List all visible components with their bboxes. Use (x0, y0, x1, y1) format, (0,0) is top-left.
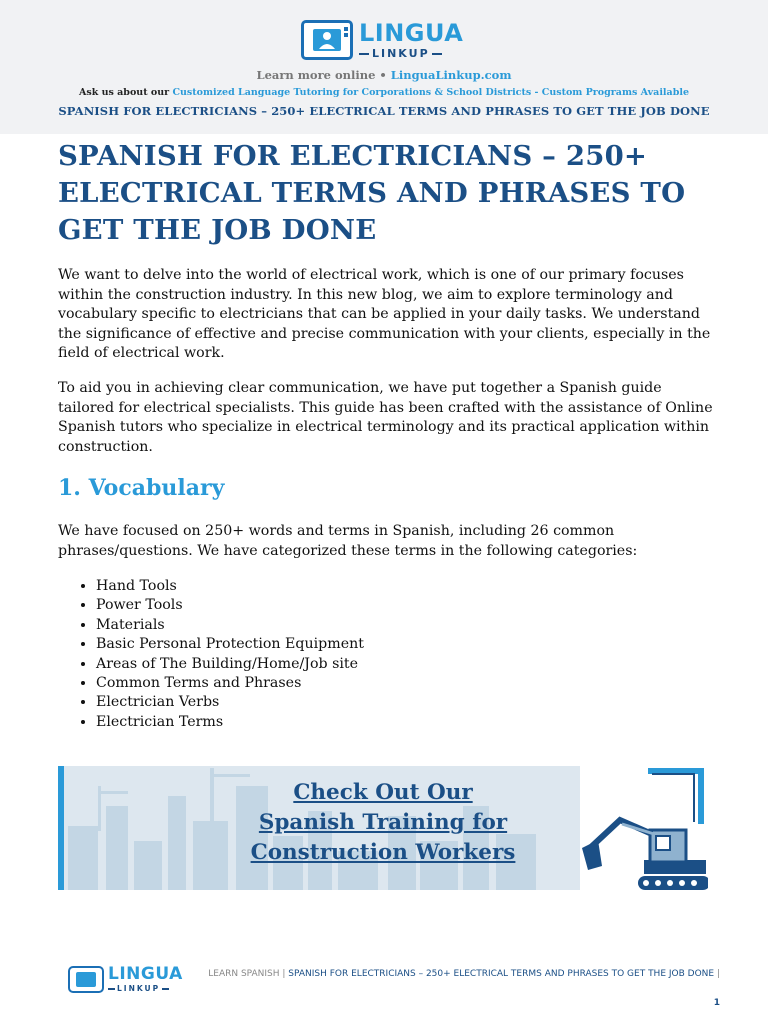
page-number: 1 (713, 998, 720, 1008)
cta-line-3: Construction Workers (250, 840, 516, 865)
logo-monitor-icon (301, 20, 353, 60)
vocabulary-paragraph: We have focused on 250+ words and terms in Spanish, including 26 common phrases/questions. We have categorized these terms in the following categories: (58, 523, 638, 559)
category-item: • Hand Tools (96, 577, 364, 596)
intro-paragraph-1: We want to delve into the world of electrical work, which is one of our primary focuses within the construction industry. In this new blog, we aim to explore terminology and vocabulary specific to electricians that can be applied in your daily tasks. We understand the significance of effective and precise communication with your clients, especially in the field of electrical work. (58, 267, 711, 362)
header-logo[interactable] (301, 20, 463, 60)
footer-running-title (200, 960, 720, 1018)
website-link[interactable]: LinguaLinkup.com (390, 68, 512, 82)
logo-monitor-icon (68, 966, 104, 993)
logo-text-top: LINGUA (359, 19, 464, 47)
category-item: • Electrician Terms (96, 713, 364, 732)
article-title: SPANISH FOR ELECTRICIANS – 250+ ELECTRICAL TERMS AND PHRASES TO GET THE JOB DONE (58, 140, 686, 246)
category-item: • Common Terms and Phrases (96, 674, 364, 693)
construction-training-banner[interactable] (58, 766, 708, 890)
excavator-icon (580, 766, 708, 890)
category-item: • Power Tools (96, 596, 364, 615)
logo-text-bottom: LINKUP (117, 984, 161, 994)
ask-us-label: Ask us about our (78, 87, 173, 98)
header-document-title: SPANISH FOR ELECTRICIANS – 250+ ELECTRICAL TERMS AND PHRASES TO GET THE JOB DONE (58, 104, 710, 118)
category-item: • Basic Personal Protection Equipment (96, 635, 364, 654)
category-item: • Materials (96, 616, 364, 635)
footer-prefix: LEARN SPANISH | (208, 969, 289, 979)
footer-separator: | (714, 969, 720, 979)
section-heading-vocabulary: 1. Vocabulary (58, 475, 225, 501)
banner-cta-link[interactable] (228, 778, 538, 868)
page-header (0, 0, 768, 134)
logo-text-bottom: LINKUP (372, 47, 430, 60)
learn-more-label: Learn more online • (256, 68, 391, 82)
category-list (58, 577, 364, 732)
intro-paragraph-2: To aid you in achieving clear communication, we have put together a Spanish guide tailored for electrical specialists. This guide has been crafted with the assistance of Online Spanish tutors who specialize in electrical terminology and its practical application within construction. (58, 380, 713, 455)
cta-line-2: Spanish Training for (258, 810, 508, 835)
cta-line-1: Check Out Our (293, 780, 473, 805)
footer-doc-title: SPANISH FOR ELECTRICIANS – 250+ ELECTRICAL TERMS AND PHRASES TO GET THE JOB DONE (288, 969, 715, 979)
category-item: • Electrician Verbs (96, 693, 364, 712)
tutoring-link[interactable]: Customized Language Tutoring for Corporations & School Districts - Custom Programs Available (172, 87, 689, 98)
ask-us-line (0, 87, 768, 98)
learn-more-line (0, 68, 768, 82)
footer-logo[interactable] (68, 966, 183, 993)
logo-text-top: LINGUA (108, 964, 183, 985)
category-item: • Areas of The Building/Home/Job site (96, 655, 364, 674)
